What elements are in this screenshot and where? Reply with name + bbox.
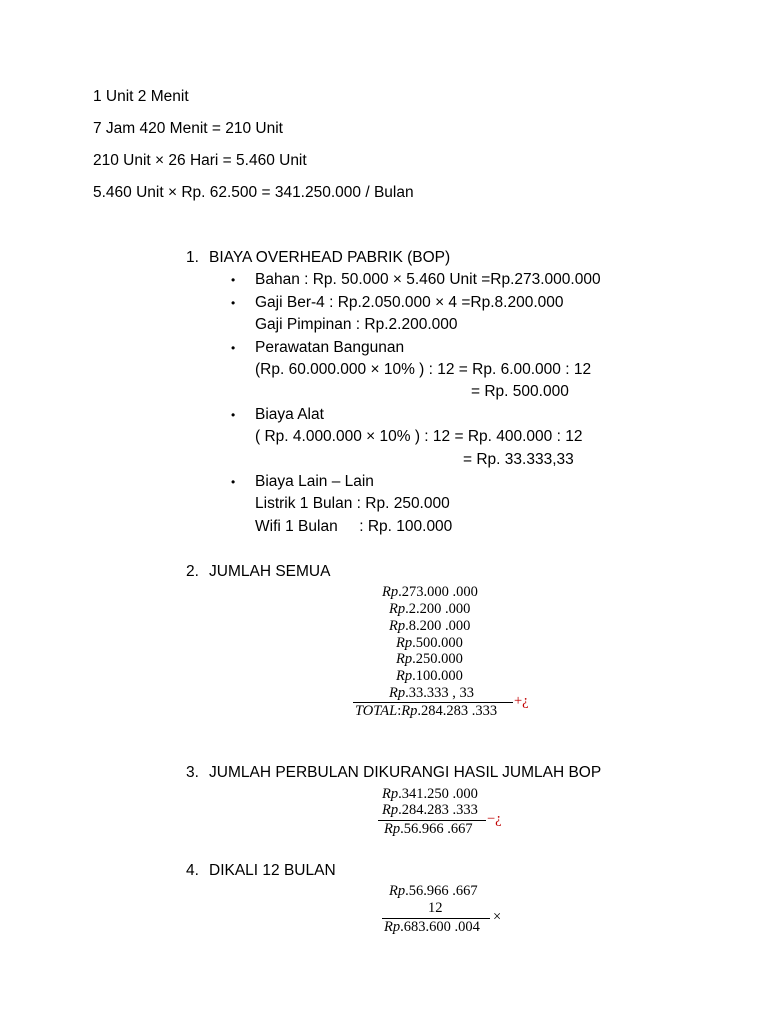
calc-line: Rp.500.000 <box>396 635 463 651</box>
bullet-text: ( Rp. 4.000.000 × 10% ) : 12 = Rp. 400.000 : 12 <box>255 428 583 445</box>
bullet-icon: • <box>231 475 236 489</box>
bullet-text: Perawatan Bangunan <box>255 339 405 356</box>
bullet-text: Biaya Alat <box>255 406 324 423</box>
calc-result: Rp.56.966 .667 <box>384 821 473 837</box>
operator-times: × <box>493 909 502 925</box>
calc-line: Rp.250.000 <box>396 651 463 667</box>
bullet-text: = Rp. 33.333,33 <box>463 451 574 468</box>
calc-line: Rp.100.000 <box>396 668 463 684</box>
bullet-icon: • <box>231 273 236 287</box>
bullet-text: Biaya Lain – Lain <box>255 473 374 490</box>
operator-plus: +¿ <box>514 693 529 709</box>
bullet-icon: • <box>231 296 236 310</box>
calc-line: Rp.2.200 .000 <box>389 601 471 617</box>
section-title: JUMLAH PERBULAN DIKURANGI HASIL JUMLAH BOP <box>209 764 602 781</box>
calc-line: Rp.56.966 .667 <box>389 883 478 899</box>
bullet-text: (Rp. 60.000.000 × 10% ) : 12 = Rp. 6.00.000 : 12 <box>255 361 592 378</box>
section-number: 4. <box>186 862 199 879</box>
intro-line-3: 210 Unit × 26 Hari = 5.460 Unit <box>93 152 307 169</box>
section-title: BIAYA OVERHEAD PABRIK (BOP) <box>209 249 451 266</box>
intro-line-1: 1 Unit 2 Menit <box>93 88 189 105</box>
bullet-text: Gaji Ber-4 : Rp.2.050.000 × 4 =Rp.8.200.000 <box>255 294 564 311</box>
bullet-text: Wifi 1 Bulan : Rp. 100.000 <box>255 518 453 535</box>
section-title: JUMLAH SEMUA <box>209 563 331 580</box>
operator-minus: −¿ <box>487 811 502 827</box>
bullet-icon: • <box>231 341 236 355</box>
bullet-text: Gaji Pimpinan : Rp.2.200.000 <box>255 316 458 333</box>
calc-result: Rp.683.600 .004 <box>384 919 480 935</box>
calc-line: Rp.33.333 , 33 <box>389 685 474 701</box>
calc-line: Rp.341.250 .000 <box>382 786 478 802</box>
intro-line-2: 7 Jam 420 Menit = 210 Unit <box>93 120 283 137</box>
section-number: 2. <box>186 563 199 580</box>
calc-total: TOTAL:Rp.284.283 .333 <box>355 703 498 719</box>
section-title: DIKALI 12 BULAN <box>209 862 336 879</box>
bullet-text: Listrik 1 Bulan : Rp. 250.000 <box>255 495 450 512</box>
calc-multiplier: 12 <box>428 900 443 916</box>
section-number: 3. <box>186 764 199 781</box>
calc-line: Rp.273.000 .000 <box>382 584 478 600</box>
calc-line: Rp.284.283 .333 <box>382 802 478 818</box>
intro-line-4: 5.460 Unit × Rp. 62.500 = 341.250.000 / Bulan <box>93 184 414 201</box>
bullet-text: Bahan : Rp. 50.000 × 5.460 Unit =Rp.273.000.000 <box>255 271 601 288</box>
calc-line: Rp.8.200 .000 <box>389 618 471 634</box>
bullet-text: = Rp. 500.000 <box>471 383 569 400</box>
bullet-icon: • <box>231 408 236 422</box>
section-number: 1. <box>186 249 199 266</box>
